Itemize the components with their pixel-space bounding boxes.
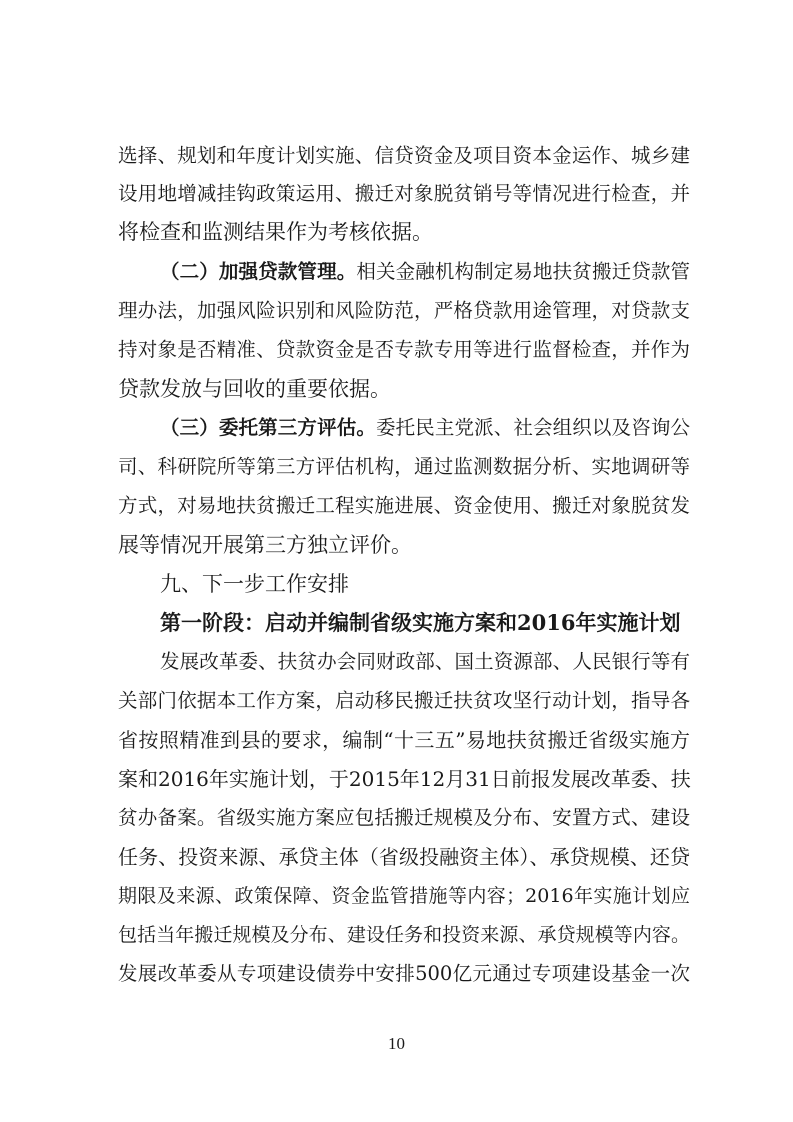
section-heading: 九、下一步工作安排: [160, 572, 349, 596]
paragraph-line: 持对象是否精准、贷款资金是否专款专用等进行监督检查，并作为: [118, 338, 690, 361]
paragraph-line: 案和2016年实施计划，于2015年12月31日前报发展改革委、扶: [118, 767, 691, 791]
subsection-heading: （二）加强贷款管理。: [160, 260, 357, 283]
paragraph-line: 方式，对易地扶贫搬迁工程实施进展、资金使用、搬迁对象脱贫发: [118, 494, 690, 517]
paragraph-line: 贫办备案。省级实施方案应包括搬迁规模及分布、安置方式、建设: [118, 806, 690, 829]
paragraph-line: 设用地增减挂钩政策运用、搬迁对象脱贫销号等情况进行检查，并: [118, 182, 690, 205]
paragraph-line: 贷款发放与回收的重要依据。: [118, 377, 391, 401]
paragraph-text: 相关金融机构制定易地扶贫搬迁贷款管: [356, 260, 690, 283]
subsection-heading: （三）委托第三方评估。: [160, 416, 376, 439]
paragraph-first-line: [160, 414, 690, 442]
paragraph-line: 包括当年搬迁规模及分布、建设任务和投资来源、承贷规模等内容。: [118, 924, 690, 946]
phase-heading: 第一阶段：启动并编制省级实施方案和2016年实施计划: [160, 610, 681, 635]
paragraph-line: 省按照精准到县的要求，编制“十三五”易地扶贫搬迁省级实施方: [118, 728, 690, 752]
paragraph-line: 关部门依据本工作方案，启动移民搬迁扶贫攻坚行动计划，指导各: [118, 689, 690, 712]
paragraph-line: 展等情况开展第三方独立评价。: [118, 533, 412, 557]
paragraph-line: 发展改革委从专项建设债券中安排500亿元通过专项建设基金一次: [118, 962, 690, 985]
paragraph-line: 期限及来源、政策保障、资金监管措施等内容；2016年实施计划应: [118, 885, 690, 907]
paragraph-line: 将检查和监测结果作为考核依据。: [118, 220, 433, 244]
paragraph-line: 理办法，加强风险识别和风险防范，严格贷款用途管理，对贷款支: [118, 299, 690, 322]
page-number: 10: [388, 1034, 405, 1053]
paragraph-first-line: [160, 258, 690, 286]
paragraph-line: 任务、投资来源、承贷主体（省级投融资主体）、承贷规模、还贷: [118, 845, 690, 869]
paragraph-line: 司、科研院所等第三方评估机构，通过监测数据分析、实地调研等: [118, 455, 690, 478]
paragraph-first-line: 发展改革委、扶贫办会同财政部、国土资源部、人民银行等有: [160, 650, 690, 673]
paragraph-text: 委托民主党派、社会组织以及咨询公: [375, 416, 690, 439]
paragraph-line: 选择、规划和年度计划实施、信贷资金及项目资本金运作、城乡建: [118, 144, 690, 167]
